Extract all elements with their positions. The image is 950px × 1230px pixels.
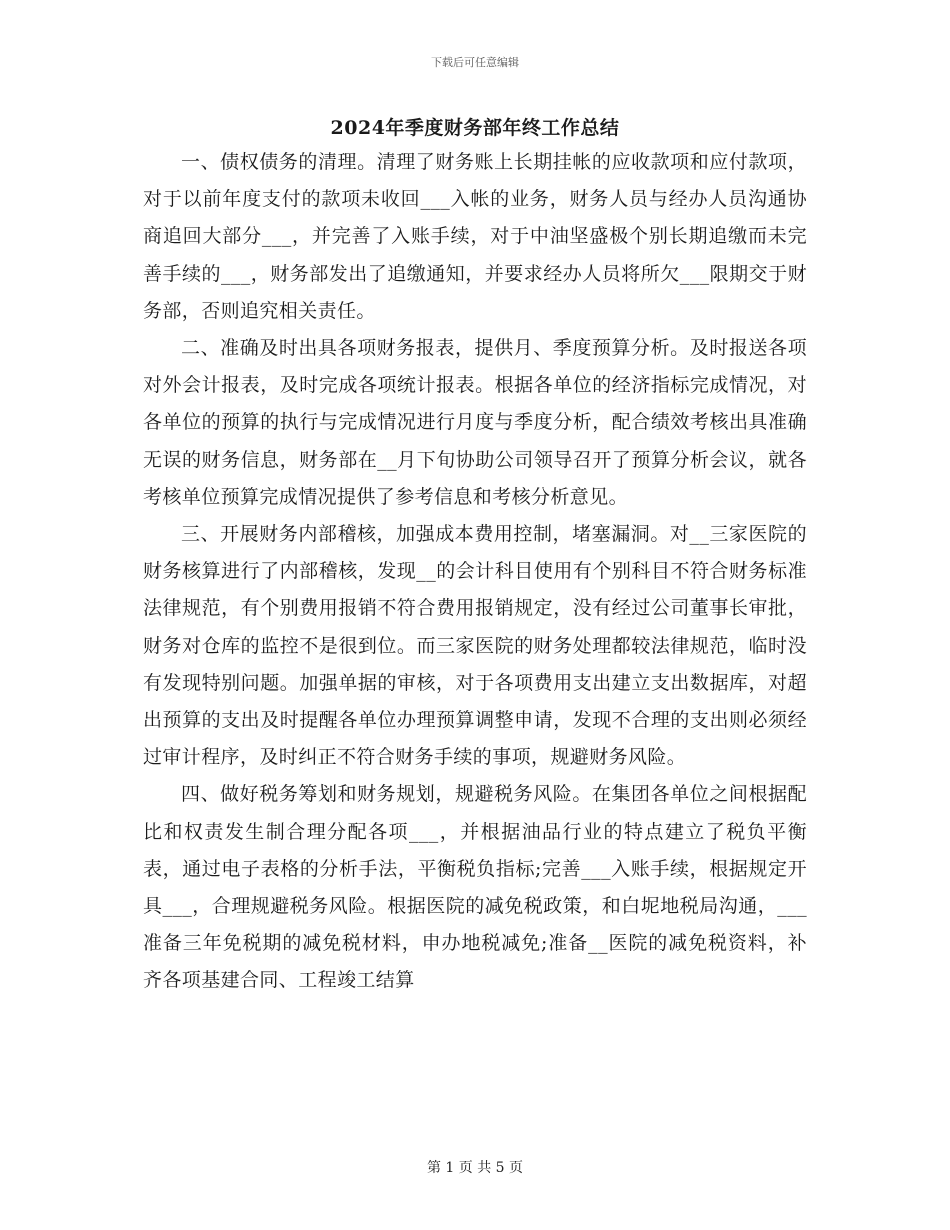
document-body [143,144,807,1000]
paragraph-debt-clearing: 一、债权债务的清理。清理了财务账上长期挂帐的应收款项和应付款项，对于以前年度支付的款项未收回___入帐的业务，财务人员与经办人员沟通协商追回大部分___，并完善了入账手续，对于中油坚盛极个别长期追缴而未完善手续的___，财务部发出了追缴通知，并要求经办人员将所欠___限期交于财务部，否则追究相关责任。 [143,151,807,322]
page-footer-indicator: 第 1 页 共 5 页 [426,1160,524,1176]
paragraph-internal-audit: 三、开展财务内部稽核，加强成本费用控制，堵塞漏洞。对__三家医院的财务核算进行了内部稽核，发现__的会计科目使用有个别科目不符合财务标准法律规范，有个别费用报销不符合费用报销规定，没有经过公司董事长审批，财务对仓库的监控不是很到位。而三家医院的财务处理都较法律规范，临时没有发现特别问题。加强单据的审核，对于各项费用支出建立支出数据库，对超出预算的支出及时提醒各单位办理预算调整申请，发现不合理的支出则必须经过审计程序，及时纠正不符合财务手续的事项，规避财务风险。 [143,523,807,769]
document-title: 2024年季度财务部年终工作总结 [330,117,620,139]
paragraph-financial-reports: 二、准确及时出具各项财务报表，提供月、季度预算分析。及时报送各项对外会计报表，及时完成各项统计报表。根据各单位的经济指标完成情况，对各单位的预算的执行与完成情况进行月度与季度分析，配合绩效考核出具准确无误的财务信息，财务部在__月下旬协助公司领导召开了预算分析会议，就各考核单位预算完成情况提供了参考信息和考核分析意见。 [143,337,807,508]
paragraph-tax-planning: 四、做好税务筹划和财务规划，规避税务风险。在集团各单位之间根据配比和权责发生制合理分配各项___，并根据油品行业的特点建立了税负平衡表，通过电子表格的分析手法，平衡税负指标;完善___入账手续，根据规定开具___，合理规避税务风险。根据医院的减免税政策，和白坭地税局沟通，___准备三年免税期的减免税材料，申办地税减免;准备__医院的减免税资料，补齐各项基建合同、工程竣工结算 [143,783,807,992]
page-header-note: 下载后可任意编辑 [431,56,519,69]
